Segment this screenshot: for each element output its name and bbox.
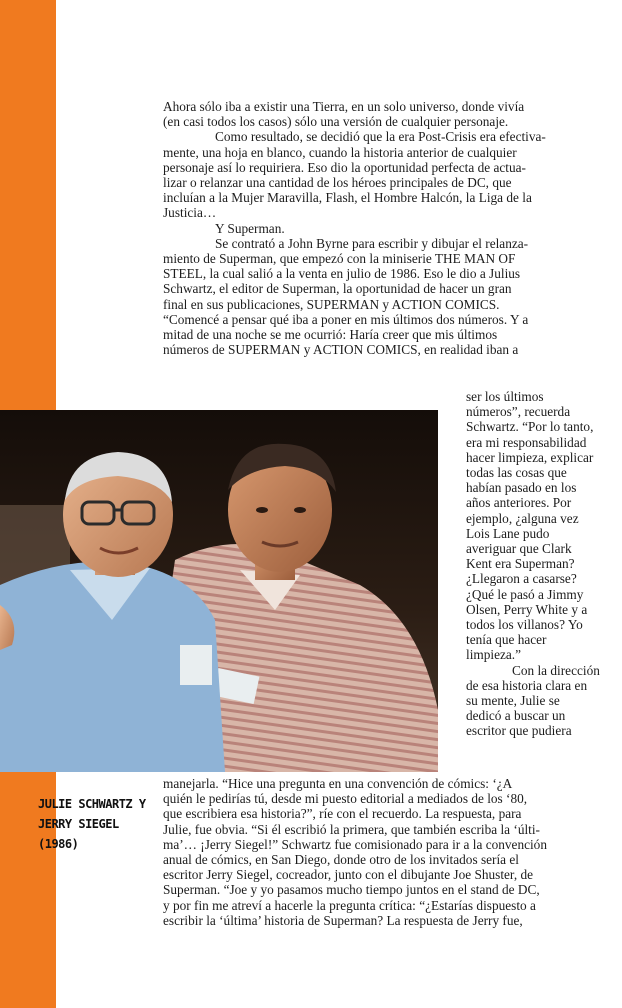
caption-line: JERRY SIEGEL — [38, 817, 119, 831]
text-line: Se contrató a John Byrne para escribir y dibujar el relanza- — [215, 235, 529, 251]
text-line: lizar o relanzar una cantidad de los héroes principales de DC, que — [163, 175, 512, 191]
text-line: final en sus publicaciones, SUPERMAN y ACTION COMICS. — [163, 296, 500, 312]
text-line: números de SUPERMAN y ACTION COMICS, en realidad iban a — [163, 342, 519, 358]
text-line: hacer limpieza, explicar — [466, 449, 594, 465]
text-line: quién le pedirías tú, desde mi puesto editorial a mediados de los ‘80, — [163, 791, 528, 807]
text-line: su mente, Julie se — [466, 693, 560, 709]
text-line: tenía que hacer — [466, 632, 547, 648]
photo-julie-schwartz-jerry-siegel — [0, 410, 438, 772]
photo-caption — [38, 794, 146, 854]
text-line: ma’… ¡Jerry Siegel!” Schwartz fue comisionado para ir a la convención — [163, 836, 547, 852]
text-line: Y Superman. — [215, 220, 285, 236]
text-line: de esa historia clara en — [466, 677, 588, 693]
text-line: limpieza.” — [466, 647, 522, 663]
caption-line: JULIE SCHWARTZ Y — [38, 797, 146, 811]
text-line: dedicó a buscar un — [466, 708, 566, 724]
text-line: Superman. “Joe y yo pasamos mucho tiempo juntos en el stand de DC, — [163, 882, 540, 898]
text-line: escritor Jerry Siegel, cocreador, junto con el dibujante Joe Shuster, de — [163, 867, 534, 883]
text-line: Olsen, Perry White y a — [466, 601, 588, 617]
text-line: anual de cómics, en San Diego, donde otro de los invitados sería el — [163, 852, 519, 868]
text-line: Lois Lane pudo — [466, 525, 550, 541]
article-text-top — [163, 99, 546, 357]
text-line: (en casi todos los casos) sólo una versión de cualquier personaje. — [163, 114, 509, 130]
text-line: habían pasado en los — [466, 480, 577, 496]
photo-illustration — [0, 410, 438, 772]
text-line: era mi responsabilidad — [466, 434, 587, 450]
text-line: Ahora sólo iba a existir una Tierra, en un solo universo, donde vivía — [163, 99, 525, 114]
text-line: mente, una hoja en blanco, cuando la historia anterior de cualquier — [163, 144, 517, 160]
text-line: escritor que pudiera — [466, 723, 572, 739]
text-line: ejemplo, ¿alguna vez — [466, 510, 579, 526]
text-line: Justicia… — [163, 205, 217, 221]
article-text-beside-photo — [466, 389, 600, 739]
text-line: “Comencé a pensar qué iba a poner en mis últimos dos números. Y a — [163, 311, 529, 327]
text-line: incluían a la Mujer Maravilla, Flash, el Hombre Halcón, la Liga de la — [163, 190, 532, 206]
text-line: manejarla. “Hice una pregunta en una convención de cómics: ‘¿A — [163, 776, 513, 791]
text-line: escribir la ‘última’ historia de Superman? La respuesta de Jerry fue, — [163, 912, 523, 928]
text-line: Schwartz. “Por lo tanto, — [466, 419, 594, 435]
text-line: ¿Llegaron a casarse? — [466, 571, 577, 587]
text-line: todos los villanos? Yo — [466, 617, 583, 633]
text-line: ¿Qué le pasó a Jimmy — [466, 586, 584, 602]
text-line: y por fin me atreví a hacerle la pregunta crítica: “¿Estarías dispuesto a — [163, 897, 536, 913]
text-line: Como resultado, se decidió que la era Post-Crisis era efectiva- — [215, 129, 546, 145]
article-text-bottom — [163, 776, 547, 928]
text-line: mitad de una noche se me ocurrió: Haría creer que mis últimos — [163, 327, 498, 343]
text-line: números”, recuerda — [466, 404, 571, 420]
text-line: miento de Superman, que empezó con la miniserie THE MAN OF — [163, 251, 516, 267]
text-line: personaje así lo requiriera. Eso dio la oportunidad perfecta de actua- — [163, 159, 526, 175]
caption-line: (1986) — [38, 837, 79, 851]
text-line: Kent era Superman? — [466, 556, 575, 572]
text-line: ser los últimos — [466, 389, 544, 404]
text-line: averiguar que Clark — [466, 541, 572, 557]
text-line: todas las cosas que — [466, 465, 567, 481]
text-line: Schwartz, el editor de Superman, la oportunidad de hacer un gran — [163, 281, 512, 297]
text-line: Con la dirección — [512, 662, 600, 678]
text-line: STEEL, la cual salió a la venta en julio de 1986. Eso le dio a Julius — [163, 266, 521, 282]
text-line: que escribiera esa historia?”, ríe con el recuerdo. La respuesta, para — [163, 806, 522, 822]
text-line: Julie, fue obvia. “Si él escribió la primera, que también escriba la ‘últi- — [163, 821, 540, 837]
text-line: años anteriores. Por — [466, 495, 572, 511]
